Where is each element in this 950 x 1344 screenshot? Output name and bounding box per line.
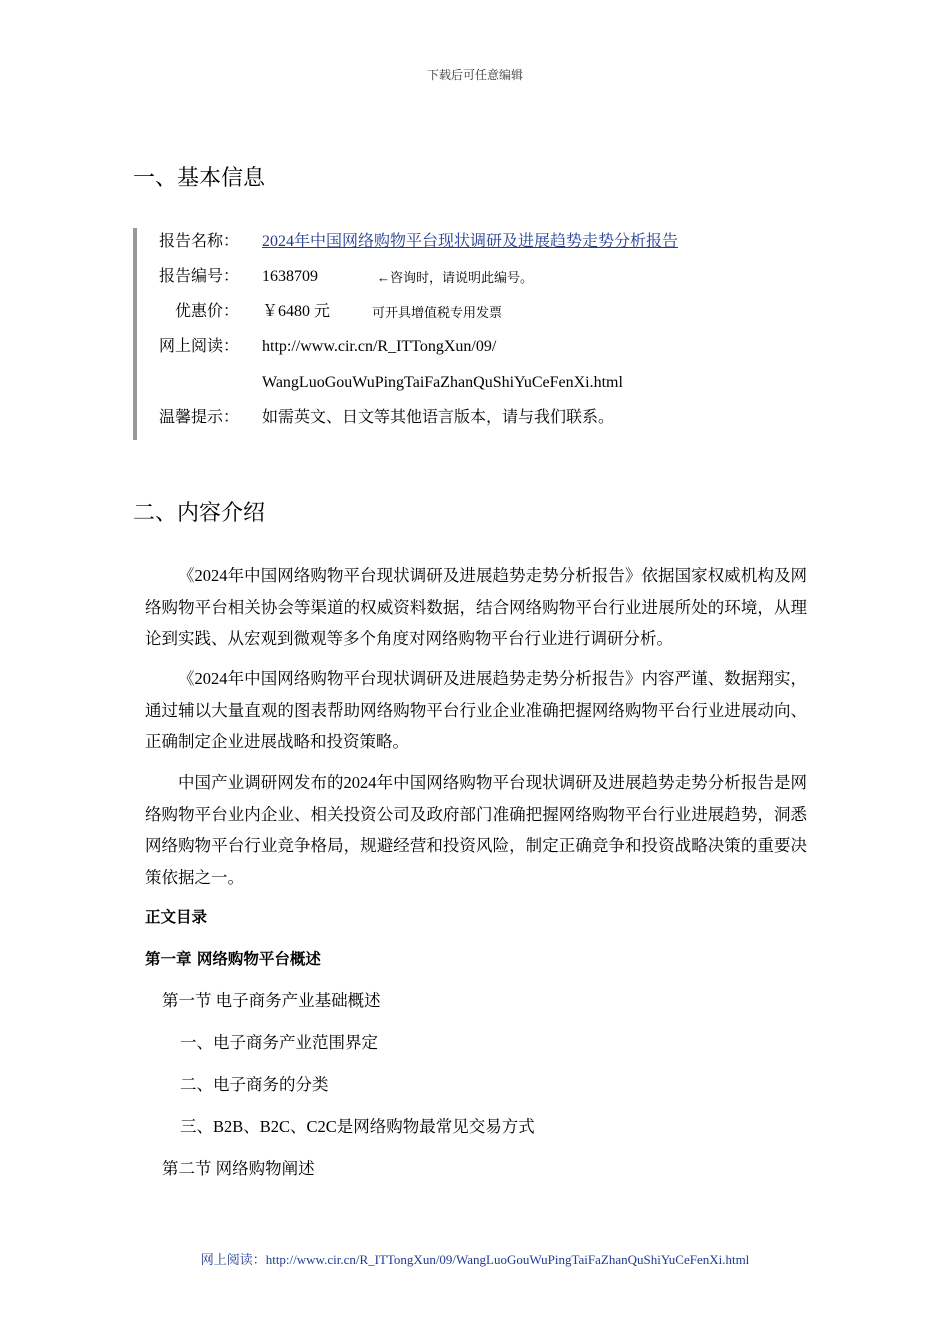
toc-title: 正文目录 — [145, 908, 208, 926]
tip-label: 温馨提示： — [159, 409, 240, 426]
toc-item-2: 二、电子商务的分类 — [180, 1075, 329, 1094]
toc-item-3: 三、B2B、B2C、C2C是网络购物最常见交易方式 — [180, 1117, 535, 1136]
online-read-url-line2[interactable]: WangLuoGouWuPingTaiFaZhanQuShiYuCeFenXi.html — [262, 374, 623, 391]
toc-section-1: 第一节 电子商务产业基础概述 — [162, 991, 381, 1010]
report-name-label: 报告名称： — [159, 233, 240, 250]
toc-item-1: 一、电子商务产业范围界定 — [180, 1033, 378, 1052]
report-name-link[interactable]: 2024年中国网络购物平台现状调研及进展趋势走势分析报告 — [262, 233, 679, 250]
online-read-url-line1[interactable]: http://www.cir.cn/R_ITTongXun/09/ — [262, 338, 497, 355]
intro-paragraph-3: 中国产业调研网发布的2024年中国网络购物平台现状调研及进展趋势走势分析报告是网络购物平台业内企业、相关投资公司及政府部门准确把握网络购物平台行业进展趋势，洞悉网络购物平台行业竞争格局，规避经营和投资风险，制定正确竞争和投资战略决策的重要决策依据之一。 — [145, 773, 807, 887]
report-code-note: ←咨询时，请说明此编号。 — [377, 270, 534, 285]
invoice-note: 可开具增值税专用发票 — [372, 305, 503, 320]
section-title-basic-info: 一、基本信息 — [133, 166, 266, 191]
toc-section-2: 第二节 网络购物阐述 — [162, 1159, 315, 1178]
report-code-label: 报告编号： — [159, 268, 240, 285]
footer-url[interactable]: 网上阅读：http://www.cir.cn/R_ITTongXun/09/WangLuoGouWuPingTaiFaZhanQuShiYuCeFenXi.html — [200, 1252, 750, 1267]
header-note: 下载后可任意编辑 — [426, 68, 523, 82]
tip-value: 如需英文、日文等其他语言版本，请与我们联系。 — [262, 409, 615, 426]
price-label: 优惠价： — [174, 303, 239, 320]
online-read-label: 网上阅读： — [159, 338, 240, 355]
section-title-content-intro: 二、内容介绍 — [133, 501, 266, 526]
toc-chapter-1: 第一章 网络购物平台概述 — [145, 950, 321, 968]
intro-paragraph-2: 《2024年中国网络购物平台现状调研及进展趋势走势分析报告》内容严谨、数据翔实，通过辅以大量直观的图表帮助网络购物平台行业企业准确把握网络购物平台行业进展动向、正确制定企业进展战略和投资策略。 — [145, 669, 807, 751]
basic-info-block — [133, 228, 837, 440]
report-code-value: 1638709 — [262, 268, 318, 285]
price-value: ￥6480 元 — [262, 303, 331, 320]
intro-paragraph-1: 《2024年中国网络购物平台现状调研及进展趋势走势分析报告》依据国家权威机构及网络购物平台相关协会等渠道的权威资料数据，结合网络购物平台行业进展所处的环境，从理论到实践、从宏观到微观等多个角度对网络购物平台行业进行调研分析。 — [145, 566, 807, 648]
